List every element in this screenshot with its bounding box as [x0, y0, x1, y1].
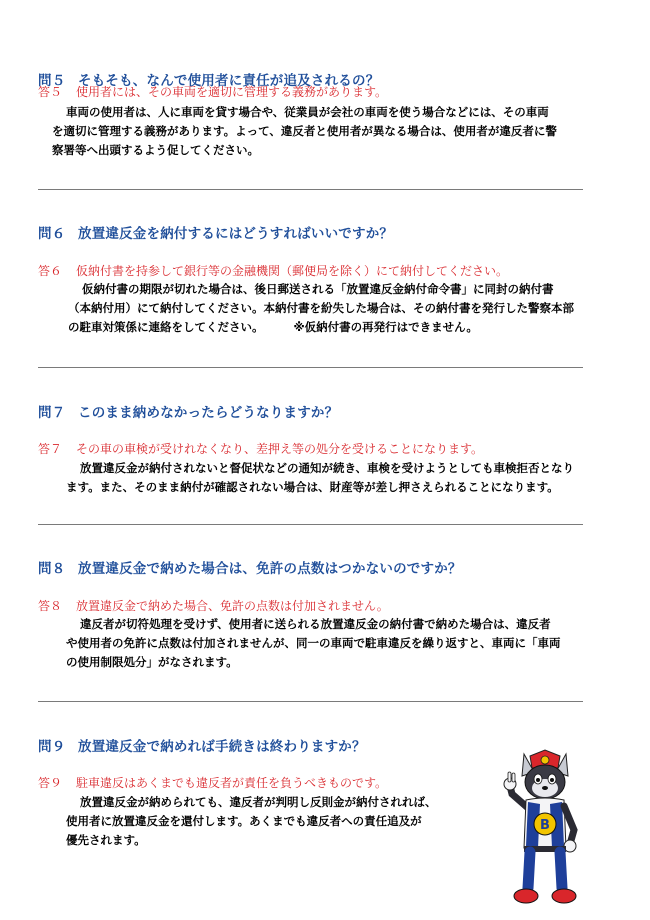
- question-text: そもそも、なんで使用者に責任が追及されるの？: [78, 73, 380, 89]
- divider: [38, 367, 583, 368]
- answer-7-body: [66, 459, 574, 497]
- answer-number: 答８: [38, 599, 63, 613]
- answer-5-body: [52, 103, 557, 160]
- body-line: 察署等へ出頭するよう促してください。: [52, 143, 259, 157]
- answer-9: [38, 774, 387, 791]
- answer-text: 使用者には、その車両を適切に管理する義務があります。: [76, 85, 388, 99]
- answer-number: 答５: [38, 85, 63, 99]
- question-text: 放置違反金を納付するにはどうすればいいですか？: [78, 226, 394, 242]
- question-text: このまま納めなかったらどうなりますか？: [78, 405, 339, 421]
- answer-7: [38, 440, 483, 457]
- question-text: 放置違反金で納めれば手続きは終わりますか？: [78, 739, 366, 755]
- question-text: 放置違反金で納めた場合は、免許の点数はつかないのですか？: [78, 561, 462, 577]
- body-line: 違反者が切符処理を受けず、使用者に送られる放置違反金の納付書で納めた場合は、違反者: [80, 617, 551, 631]
- question-8: [38, 557, 462, 577]
- body-line: 放置違反金が納付されないと督促状などの通知が続き、車検を受けようとしても車検拒否となり: [80, 461, 575, 475]
- answer-number: 答６: [38, 264, 63, 278]
- body-line: （本納付用）にて納付してください。本納付書を紛失した場合は、その納付書を発行した警察本部: [68, 301, 574, 315]
- answer-text: その車の車検が受けれなくなり、差押え等の処分を受けることになります。: [76, 442, 484, 456]
- question-number: 問９: [38, 739, 66, 755]
- answer-9-body: [66, 793, 437, 850]
- question-number: 問７: [38, 405, 66, 421]
- body-line: の駐車対策係に連絡をしてください。 ※仮納付書の再発行はできません。: [68, 320, 478, 334]
- svg-text:B: B: [540, 818, 550, 833]
- body-line: の使用制限処分」がなされます。: [66, 655, 238, 669]
- body-line: を適切に管理する義務があります。よって、違反者と使用者が異なる場合は、使用者が違反者に警: [52, 124, 557, 138]
- answer-number: 答７: [38, 442, 63, 456]
- divider: [38, 189, 583, 190]
- answer-6: [38, 262, 508, 279]
- body-line: 車両の使用者は、人に車両を貸す場合や、従業員が会社の車両を使う場合などには、その車両: [66, 105, 549, 119]
- answer-text: 仮納付書を持参して銀行等の金融機関（郵便局を除く）にて納付してください。: [76, 264, 509, 278]
- answer-8: [38, 597, 389, 614]
- question-number: 問５: [38, 73, 66, 89]
- question-7: [38, 401, 338, 421]
- body-line: 使用者に放置違反金を還付します。あくまでも違反者への責任追及が: [66, 814, 422, 828]
- police-mascot-icon: [500, 748, 590, 908]
- body-line: 仮納付書の期限が切れた場合は、後日郵送される「放置違反金納付命令書」に同封の納付書: [82, 282, 554, 296]
- body-line: や使用者の免許に点数は付加されませんが、同一の車両で駐車違反を繰り返すと、車両に「車両: [66, 636, 561, 650]
- divider: [38, 701, 583, 702]
- question-6: [38, 222, 393, 242]
- question-number: 問６: [38, 226, 66, 242]
- answer-number: 答９: [38, 776, 63, 790]
- answer-8-body: [66, 615, 561, 672]
- body-line: 放置違反金が納められても、違反者が判明し反則金が納付されれば、: [80, 795, 437, 809]
- body-line: ます。また、そのまま納付が確認されない場合は、財産等が差し押さえられることになります。: [66, 480, 559, 494]
- body-line: 優先されます。: [66, 833, 146, 847]
- answer-6-body: [68, 280, 574, 337]
- divider: [38, 524, 583, 525]
- question-number: 問８: [38, 561, 66, 577]
- question-9: [38, 735, 366, 755]
- answer-text: 放置違反金で納めた場合、免許の点数は付加されません。: [76, 599, 389, 613]
- answer-text: 駐車違反はあくまでも違反者が責任を負うべきものです。: [76, 776, 388, 790]
- answer-5: [38, 83, 387, 100]
